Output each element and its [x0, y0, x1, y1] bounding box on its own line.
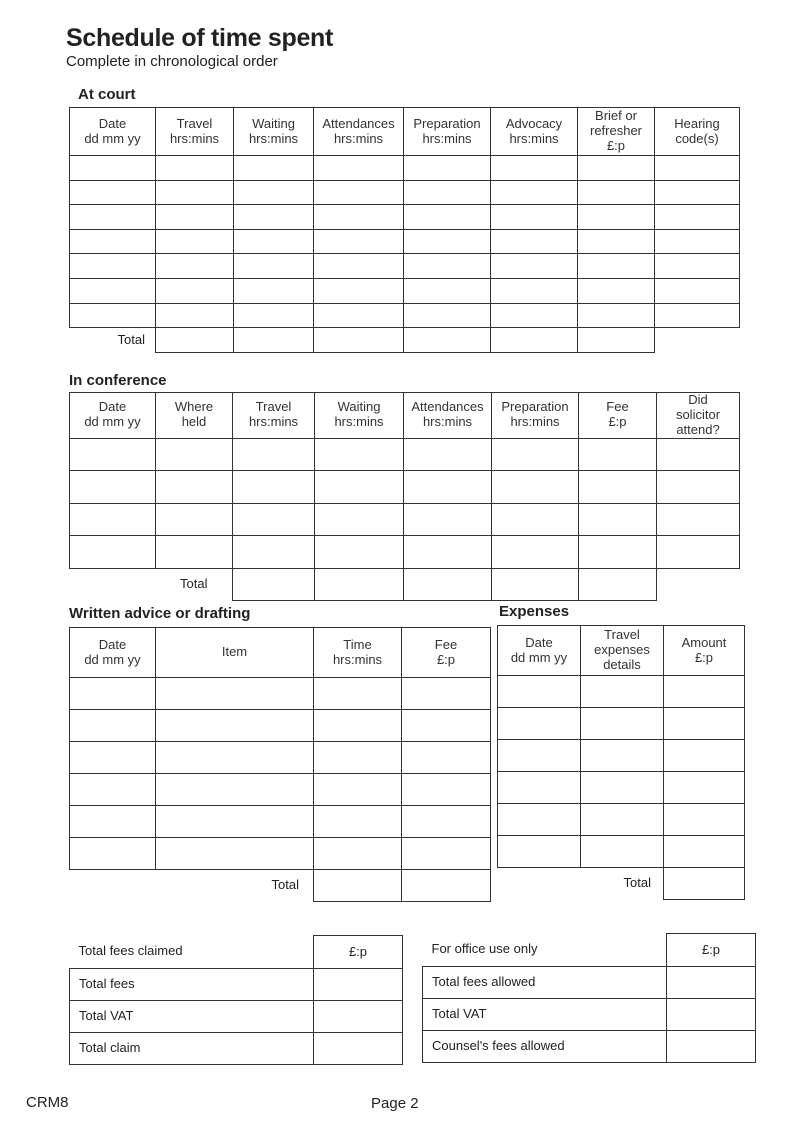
entry-cell[interactable]: [578, 254, 655, 279]
entry-cell[interactable]: [491, 205, 578, 230]
total-cell[interactable]: [492, 568, 579, 600]
entry-cell[interactable]: [498, 772, 581, 804]
at-court-heading: At court: [78, 86, 136, 103]
entry-cell[interactable]: [234, 303, 314, 328]
entry-cell[interactable]: [655, 229, 740, 254]
entry-cell[interactable]: [498, 804, 581, 836]
entry-cell[interactable]: [498, 708, 581, 740]
column-header: [404, 393, 492, 439]
entry-cell[interactable]: [664, 740, 745, 772]
entry-cell[interactable]: [581, 772, 664, 804]
expenses-heading: Expenses: [499, 603, 570, 620]
entry-cell[interactable]: [314, 838, 402, 870]
table-row: [70, 438, 740, 471]
entry-cell[interactable]: [491, 156, 578, 181]
column-header-line: £:p: [694, 649, 714, 665]
entry-cell[interactable]: [578, 180, 655, 205]
column-header-line: Fee: [606, 399, 629, 415]
entry-cell[interactable]: [234, 156, 314, 181]
total-cell[interactable]: [234, 328, 314, 353]
amount-cell[interactable]: [314, 1001, 403, 1033]
table-row: [498, 804, 745, 836]
entry-cell[interactable]: [655, 205, 740, 230]
entry-cell[interactable]: [70, 471, 156, 504]
entry-cell[interactable]: [655, 180, 740, 205]
entry-cell[interactable]: [70, 742, 156, 774]
table-row: [498, 740, 745, 772]
written-advice-table: [69, 627, 491, 902]
entry-cell[interactable]: [70, 205, 156, 230]
amount-cell[interactable]: [314, 1033, 403, 1065]
entry-cell[interactable]: [70, 254, 156, 279]
entry-cell[interactable]: [491, 254, 578, 279]
entry-cell[interactable]: [664, 676, 745, 708]
entry-cell[interactable]: [404, 254, 491, 279]
entry-cell[interactable]: [156, 838, 314, 870]
total-cell[interactable]: [314, 870, 402, 902]
table-row: [70, 205, 740, 230]
entry-cell[interactable]: [402, 774, 491, 806]
column-header-line: hrs:mins: [248, 414, 299, 430]
entry-cell[interactable]: [402, 678, 491, 710]
entry-cell[interactable]: [655, 156, 740, 181]
entry-cell[interactable]: [581, 676, 664, 708]
column-header-line: hrs:mins: [510, 414, 560, 430]
entry-cell[interactable]: [404, 438, 492, 471]
total-fees-claimed-heading: Total fees claimed: [70, 936, 314, 969]
entry-cell[interactable]: [314, 278, 404, 303]
entry-cell[interactable]: [404, 156, 491, 181]
table-row: [498, 836, 745, 868]
entry-cell[interactable]: [315, 438, 404, 471]
entry-cell[interactable]: [315, 503, 404, 536]
written-advice-heading: Written advice or drafting: [69, 605, 251, 622]
column-header-line: Attendances: [322, 115, 395, 131]
column-header-line: refresher: [589, 123, 643, 139]
column-header: [579, 393, 657, 439]
in-conference-total-label: Total: [180, 576, 208, 592]
entry-cell[interactable]: [578, 229, 655, 254]
entry-cell[interactable]: [404, 180, 491, 205]
column-header-line: Date: [98, 636, 127, 652]
entry-cell[interactable]: [664, 836, 745, 868]
column-header: [233, 393, 315, 439]
entry-cell[interactable]: [156, 536, 233, 569]
column-header-line: Brief or: [595, 108, 637, 124]
entry-cell[interactable]: [579, 536, 657, 569]
column-header: [70, 628, 156, 678]
column-header-line: code(s): [675, 130, 719, 146]
entry-cell[interactable]: [234, 278, 314, 303]
column-header-line: Fee: [434, 636, 458, 652]
entry-cell[interactable]: [314, 742, 402, 774]
entry-cell[interactable]: [655, 303, 740, 328]
entry-cell[interactable]: [156, 156, 234, 181]
table-row: [70, 180, 740, 205]
amount-cell[interactable]: [314, 969, 403, 1001]
entry-cell[interactable]: [156, 303, 234, 328]
column-header-line: Date: [98, 115, 127, 131]
column-header-line: hrs:mins: [509, 130, 559, 146]
column-header-line: Did: [688, 392, 708, 407]
entry-cell[interactable]: [234, 205, 314, 230]
column-header: [234, 108, 314, 156]
entry-cell[interactable]: [156, 438, 233, 471]
entry-cell[interactable]: [664, 772, 745, 804]
column-header-line: £:p: [608, 414, 627, 430]
column-header-line: Time: [343, 636, 372, 652]
column-header-line: Hearing: [674, 115, 720, 131]
table-row: [70, 536, 740, 569]
entry-cell[interactable]: [314, 156, 404, 181]
column-header: [491, 108, 578, 156]
entry-cell[interactable]: [70, 278, 156, 303]
entry-cell[interactable]: [404, 503, 492, 536]
entry-cell[interactable]: [233, 536, 315, 569]
table-row: [70, 503, 740, 536]
entry-cell[interactable]: [492, 503, 579, 536]
page-subtitle: Complete in chronological order: [66, 53, 278, 70]
entry-cell[interactable]: [404, 303, 491, 328]
column-header-line: dd mm yy: [84, 130, 141, 146]
total-cell[interactable]: [404, 328, 491, 353]
column-header-line: expenses: [594, 642, 650, 658]
in-conference-table: [69, 392, 740, 601]
column-header: [581, 626, 664, 676]
column-header-line: Attendances: [411, 399, 484, 415]
entry-cell[interactable]: [404, 536, 492, 569]
summary-label: Total VAT: [423, 999, 667, 1031]
column-header: [655, 108, 740, 156]
form-code: CRM8: [26, 1094, 69, 1111]
summary-row: [423, 999, 756, 1031]
written-advice-total-row: [70, 870, 491, 902]
column-header-line: Travel: [604, 627, 640, 643]
column-header: [156, 628, 314, 678]
entry-cell[interactable]: [581, 836, 664, 868]
entry-cell[interactable]: [664, 804, 745, 836]
entry-cell[interactable]: [492, 536, 579, 569]
table-row: [498, 676, 745, 708]
column-header-line: £:p: [606, 137, 626, 153]
entry-cell[interactable]: [578, 205, 655, 230]
column-header: [578, 108, 655, 156]
entry-cell[interactable]: [156, 180, 234, 205]
table-row: [498, 772, 745, 804]
entry-cell[interactable]: [402, 806, 491, 838]
column-header-line: Waiting: [252, 115, 295, 131]
column-header-line: hrs:mins: [422, 130, 472, 146]
column-header: [404, 108, 491, 156]
entry-cell[interactable]: [578, 278, 655, 303]
column-header-line: Date: [98, 399, 127, 415]
summary-row: [423, 1031, 756, 1063]
table-row: [70, 254, 740, 279]
column-header-line: Waiting: [337, 399, 381, 415]
entry-cell[interactable]: [491, 229, 578, 254]
entry-cell[interactable]: [70, 503, 156, 536]
currency-unit-label: £:p: [667, 934, 756, 967]
entry-cell[interactable]: [156, 471, 233, 504]
summary-label: Total VAT: [70, 1001, 314, 1033]
total-cell[interactable]: [156, 328, 234, 353]
amount-cell[interactable]: [667, 1031, 756, 1063]
column-header-line: Amount: [681, 634, 727, 650]
table-row: [70, 156, 740, 181]
entry-cell[interactable]: [657, 503, 740, 536]
entry-cell[interactable]: [70, 229, 156, 254]
entry-cell[interactable]: [315, 536, 404, 569]
entry-cell[interactable]: [156, 710, 314, 742]
entry-cell[interactable]: [233, 503, 315, 536]
entry-cell[interactable]: [402, 838, 491, 870]
column-header-line: Date: [525, 634, 553, 650]
at-court-table: [69, 107, 740, 353]
entry-cell[interactable]: [70, 806, 156, 838]
column-header: [664, 626, 745, 676]
entry-cell[interactable]: [404, 229, 491, 254]
entry-cell[interactable]: [404, 278, 491, 303]
entry-cell[interactable]: [70, 303, 156, 328]
entry-cell[interactable]: [314, 180, 404, 205]
entry-cell[interactable]: [156, 254, 234, 279]
entry-cell[interactable]: [314, 806, 402, 838]
total-cell[interactable]: [402, 870, 491, 902]
expenses-total-label: Total: [623, 875, 651, 891]
column-header: [492, 393, 579, 439]
entry-cell[interactable]: [156, 678, 314, 710]
entry-cell[interactable]: [579, 471, 657, 504]
entry-cell[interactable]: [156, 806, 314, 838]
total-fees-claimed-table: [69, 935, 403, 1065]
entry-cell[interactable]: [314, 254, 404, 279]
summary-row: [70, 969, 403, 1001]
entry-cell[interactable]: [156, 278, 234, 303]
total-cell[interactable]: [664, 868, 745, 900]
entry-cell[interactable]: [404, 205, 491, 230]
entry-cell[interactable]: [156, 229, 234, 254]
entry-cell[interactable]: [492, 471, 579, 504]
column-header-line: hrs:mins: [169, 130, 220, 146]
entry-cell[interactable]: [578, 303, 655, 328]
total-cell[interactable]: [233, 568, 315, 600]
entry-cell[interactable]: [402, 710, 491, 742]
total-cell[interactable]: [404, 568, 492, 600]
column-header-line: dd mm yy: [510, 649, 568, 665]
entry-cell[interactable]: [70, 678, 156, 710]
summary-label: Total claim: [70, 1033, 314, 1065]
entry-cell[interactable]: [233, 438, 315, 471]
column-header-line: attend?: [676, 421, 720, 437]
column-header-line: Travel: [255, 399, 292, 415]
page-title: Schedule of time spent: [66, 24, 334, 52]
column-header: [314, 628, 402, 678]
entry-cell[interactable]: [581, 740, 664, 772]
summary-row: [70, 1033, 403, 1065]
summary-row: [70, 1001, 403, 1033]
entry-cell[interactable]: [234, 254, 314, 279]
column-header: [156, 393, 233, 439]
entry-cell[interactable]: [70, 710, 156, 742]
entry-cell[interactable]: [234, 229, 314, 254]
table-row: [70, 678, 491, 710]
entry-cell[interactable]: [70, 774, 156, 806]
entry-cell[interactable]: [498, 836, 581, 868]
entry-cell[interactable]: [579, 503, 657, 536]
entry-cell[interactable]: [156, 774, 314, 806]
entry-cell[interactable]: [70, 438, 156, 471]
entry-cell[interactable]: [491, 180, 578, 205]
at-court-total-label: Total: [117, 331, 145, 347]
summary-label: Total fees: [70, 969, 314, 1001]
entry-cell[interactable]: [70, 156, 156, 181]
entry-cell[interactable]: [234, 180, 314, 205]
entry-cell[interactable]: [156, 503, 233, 536]
entry-cell[interactable]: [655, 254, 740, 279]
column-header-line: dd mm yy: [84, 651, 141, 667]
column-header: [315, 393, 404, 439]
total-cell[interactable]: [315, 568, 404, 600]
entry-cell[interactable]: [581, 804, 664, 836]
column-header-line: details: [603, 656, 641, 672]
in-conference-total-row: [70, 568, 740, 600]
table-row: [70, 838, 491, 870]
total-cell[interactable]: [579, 568, 657, 600]
column-header: [402, 628, 491, 678]
column-header-line: Where: [174, 399, 214, 415]
total-cell[interactable]: [578, 328, 655, 353]
table-row: [70, 303, 740, 328]
table-row: [498, 708, 745, 740]
column-header-line: hrs:mins: [422, 414, 473, 430]
expenses-table: [497, 625, 745, 900]
entry-cell[interactable]: [491, 278, 578, 303]
office-use-table: [422, 933, 756, 1063]
entry-cell[interactable]: [578, 156, 655, 181]
column-header-line: hrs:mins: [332, 651, 383, 667]
in-conference-heading: In conference: [69, 372, 167, 389]
column-header: [156, 108, 234, 156]
at-court-total-row: [70, 328, 740, 353]
column-header: [70, 393, 156, 439]
summary-label: Total fees allowed: [423, 967, 667, 999]
entry-cell[interactable]: [664, 708, 745, 740]
entry-cell[interactable]: [492, 438, 579, 471]
column-header-line: hrs:mins: [333, 130, 384, 146]
total-cell[interactable]: [491, 328, 578, 353]
table-row: [70, 742, 491, 774]
entry-cell[interactable]: [314, 205, 404, 230]
entry-cell[interactable]: [657, 536, 740, 569]
entry-cell[interactable]: [315, 471, 404, 504]
amount-cell[interactable]: [667, 967, 756, 999]
currency-unit-label: £:p: [314, 936, 403, 969]
entry-cell[interactable]: [655, 278, 740, 303]
entry-cell[interactable]: [657, 471, 740, 504]
summary-row: [423, 967, 756, 999]
entry-cell[interactable]: [581, 708, 664, 740]
entry-cell[interactable]: [314, 678, 402, 710]
column-header-line: solicitor: [675, 406, 721, 422]
entry-cell[interactable]: [156, 742, 314, 774]
column-header: [657, 393, 740, 439]
entry-cell[interactable]: [314, 774, 402, 806]
table-row: [70, 774, 491, 806]
column-header-line: Preparation: [501, 399, 569, 415]
column-header-line: hrs:mins: [248, 130, 299, 146]
column-header-line: Travel: [176, 115, 213, 131]
column-header-line: dd mm yy: [84, 414, 141, 430]
entry-cell[interactable]: [498, 676, 581, 708]
entry-cell[interactable]: [314, 710, 402, 742]
column-header: [314, 108, 404, 156]
table-row: [70, 710, 491, 742]
column-header-line: hrs:mins: [334, 414, 384, 430]
entry-cell[interactable]: [314, 303, 404, 328]
office-use-heading: For office use only: [423, 934, 667, 967]
column-header-line: held: [181, 414, 207, 430]
entry-cell[interactable]: [156, 205, 234, 230]
table-row: [70, 806, 491, 838]
column-header: [498, 626, 581, 676]
written-advice-total-label: Total: [271, 877, 299, 893]
table-row: [70, 229, 740, 254]
entry-cell[interactable]: [70, 180, 156, 205]
entry-cell[interactable]: [498, 740, 581, 772]
column-header-line: Preparation: [413, 115, 481, 131]
entry-cell[interactable]: [404, 471, 492, 504]
entry-cell[interactable]: [70, 536, 156, 569]
column-header-line: Advocacy: [505, 115, 563, 131]
entry-cell[interactable]: [402, 742, 491, 774]
entry-cell[interactable]: [491, 303, 578, 328]
amount-cell[interactable]: [667, 999, 756, 1031]
column-header-line: £:p: [436, 651, 456, 667]
column-header: [70, 108, 156, 156]
entry-cell[interactable]: [70, 838, 156, 870]
expenses-total-row: [498, 868, 745, 900]
table-row: [70, 278, 740, 303]
total-cell[interactable]: [314, 328, 404, 353]
column-header-line: Item: [221, 644, 248, 660]
entry-cell[interactable]: [579, 438, 657, 471]
table-row: [70, 471, 740, 504]
page-number: Page 2: [371, 1095, 419, 1112]
entry-cell[interactable]: [233, 471, 315, 504]
summary-label: Counsel's fees allowed: [423, 1031, 667, 1063]
entry-cell[interactable]: [314, 229, 404, 254]
entry-cell[interactable]: [657, 438, 740, 471]
